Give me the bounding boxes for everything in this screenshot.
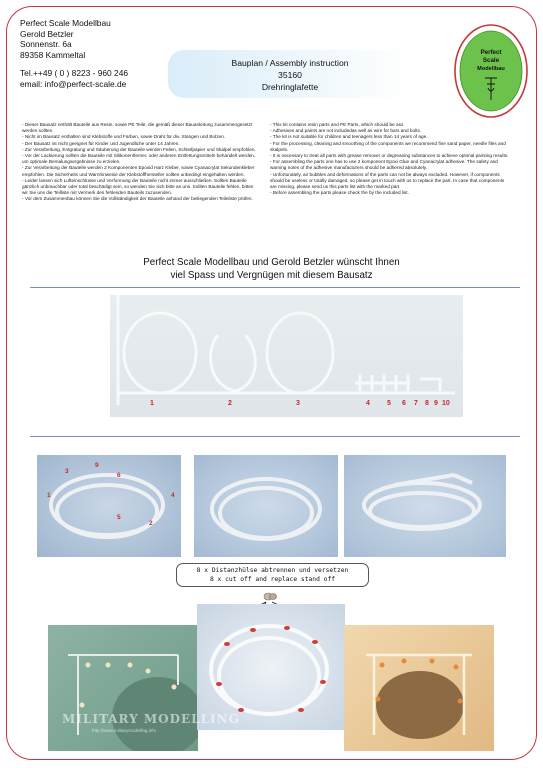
company-email: email: info@perfect-scale.de: [20, 78, 127, 89]
logo-text-3: Modellbau: [477, 66, 505, 72]
sprue-label: 3: [296, 400, 300, 407]
ring-mount-drawing-3: [344, 455, 506, 557]
title-line-1: Bauplan / Assembly instruction: [231, 58, 349, 68]
watermark-text: MILITARY MODELLING: [62, 712, 240, 726]
instruction-de-item: - Zur Verarbeitung, Entgratung und Säuberung der Bauteile werden Feilen, Schleifpapier und Skalpel empfohlen.: [22, 146, 256, 152]
company-phone: Tel.++49 ( 0 ) 8223 - 960 246: [20, 68, 129, 79]
company-city: 89358 Kammeltal: [20, 49, 86, 60]
logo-text-1: Perfect: [480, 49, 502, 56]
assembly-label: 6: [117, 472, 121, 479]
sprue-label: 2: [228, 400, 232, 407]
thanks-line-2: viel Spass und Vergnügen mit diesem Bausatz: [170, 270, 373, 281]
thanks-message: [60, 256, 483, 282]
divider-middle: [30, 436, 520, 437]
assembly-label: 9: [95, 462, 99, 469]
tan-detail-drawing: [344, 625, 494, 751]
instruction-en-item: - Before assembling the parts please check the by the included list.: [270, 190, 409, 196]
company-person: Gerold Betzler: [20, 28, 74, 39]
instruction-de-item: - Nicht im Bausatz enthalten sind Klebstoffe und Farben, sowie Draht für div. Stangen und Bolzen.: [22, 134, 226, 140]
instruction-de-item: - Leider lassen sich Lufteinschlüsse und Verformung der Bauteile nicht immer ausschließen. Sollten Bauteile gänzlich unbrauchbar oder total beschädigt sein, so wenden Sie sich bitte an uns. Sollten Bauteile fehlen, bitten wir Sie uns die Teilliste mit Vermerk des fehlenden Bauteils zuzusenden.: [22, 177, 254, 196]
company-name: Perfect Scale Modellbau: [20, 18, 111, 28]
assembly-label: 1: [47, 492, 51, 499]
instructions-german: [22, 122, 260, 203]
standoff-note: [176, 563, 369, 587]
assembly-photo-3: [344, 455, 506, 557]
instruction-en-item: - Unfortunately, air bubbles and deformations of the parts can not be always excluded. However, if components should be useless or totally damaged, so please get in touch with us to replace the part. In case that components are missing, please send us this parts list with the marked part.: [270, 171, 505, 190]
instruction-de-item: - Dieser Bausatz enthält Bauteile aus Resin, sowie PE Teile, die gemäß dieser Bauanleitung zusammengesetzt werden sollten.: [22, 122, 253, 134]
company-street: Sonnenstr. 6a: [20, 39, 72, 50]
standoff-part-icon: [263, 592, 277, 601]
company-address: [20, 18, 128, 90]
divider-top: [30, 287, 520, 288]
instruction-de-item: - Zur Verarbeitung der Bauteile werden 2 Komponenten Epoxid Harz Kleber, sowie Cyanacrylat Sekundenkleber empfohlen. Die Sicherheits und Warnhinweise der Klebstoffhersteller sollten unbedingt eingehalten werden.: [22, 165, 255, 177]
sprue-label: 6: [402, 400, 406, 407]
assembly-label: 4: [171, 492, 175, 499]
instruction-en-item: - For the processing, cleaning and smoothing of the components we recommend fine sand paper, needle files and skalpels.: [270, 140, 506, 152]
note-line-en: 8 x cut off and replace stand off: [209, 576, 336, 583]
logo-text-2: Scale: [482, 57, 500, 64]
sprue-drawing: [110, 295, 463, 417]
ring-mount-drawing-2: [194, 455, 338, 557]
assembly-photo-1: [37, 455, 181, 557]
instructions-english: [270, 122, 510, 196]
assembly-label: 2: [149, 520, 153, 527]
note-line-de: 8 x Distanzhülse abtrennen und versetzen: [196, 567, 349, 574]
title-kit-name: Drehringlafette: [261, 82, 319, 92]
perfect-scale-logo: [452, 22, 530, 120]
ring-mount-drawing: [37, 455, 181, 557]
instruction-en-item: - For assembling the parts one has to use 2 komponent Epoxi Glue and Cyanacrylat adhesive. The safety and warning notes of the adhesive manufacturers should be adhered absolutely.: [270, 159, 498, 171]
sprue-label: 1: [150, 400, 154, 407]
sprue-label: 9: [434, 400, 438, 407]
assembly-photo-2: [194, 455, 338, 557]
instruction-en-item: - This kit contains resin parts and PE Parts, which should be ass: [270, 122, 404, 127]
sprue-label: 7: [414, 400, 418, 407]
detail-photo-tan: [344, 625, 494, 751]
title-box: [168, 50, 412, 98]
watermark-url: http://www.militarymodelling.info: [92, 728, 157, 733]
sprue-label: 8: [425, 400, 429, 407]
title-kit-number: 35160: [278, 70, 302, 80]
instruction-en-item: - Adhesives and paints are not includedas well as wire for bars and bolts.: [270, 128, 422, 134]
instruction-en-item: - It is necessary to treat all parts with grease remover or degreasing substances to achieve optimal painting results.: [270, 153, 509, 159]
instruction-de-item: - Vor der Lackierung sollten die Bauteile mit Silikonentferner, oder anderen Entfettungsmitteln behandelt werden, um optimale Bemalungsergebnisse zu erzielen.: [22, 153, 256, 165]
sprue-photo: [110, 295, 463, 417]
sprue-label: 5: [387, 400, 391, 407]
instruction-en-item: - The kit is not suitable for children and teenagers less than 14 years of age.: [270, 134, 428, 140]
instruction-de-item: - Vor dem Zusammenbau können Sie die Vollständigkeit der Bauteile anhand der beiliegenden Teileliste prüfen.: [22, 196, 253, 202]
assembly-label: 5: [117, 514, 121, 521]
assembly-label: 3: [65, 468, 69, 475]
sprue-label: 4: [366, 400, 370, 407]
thanks-line-1: Perfect Scale Modellbau und Gerold Betzler wünscht Ihnen: [143, 257, 400, 268]
instruction-de-item: - Der Bausatz ist nicht geeignet für Kinder und Jugendliche unter 14 Jahren.: [22, 140, 180, 146]
sprue-label: 10: [442, 400, 450, 407]
